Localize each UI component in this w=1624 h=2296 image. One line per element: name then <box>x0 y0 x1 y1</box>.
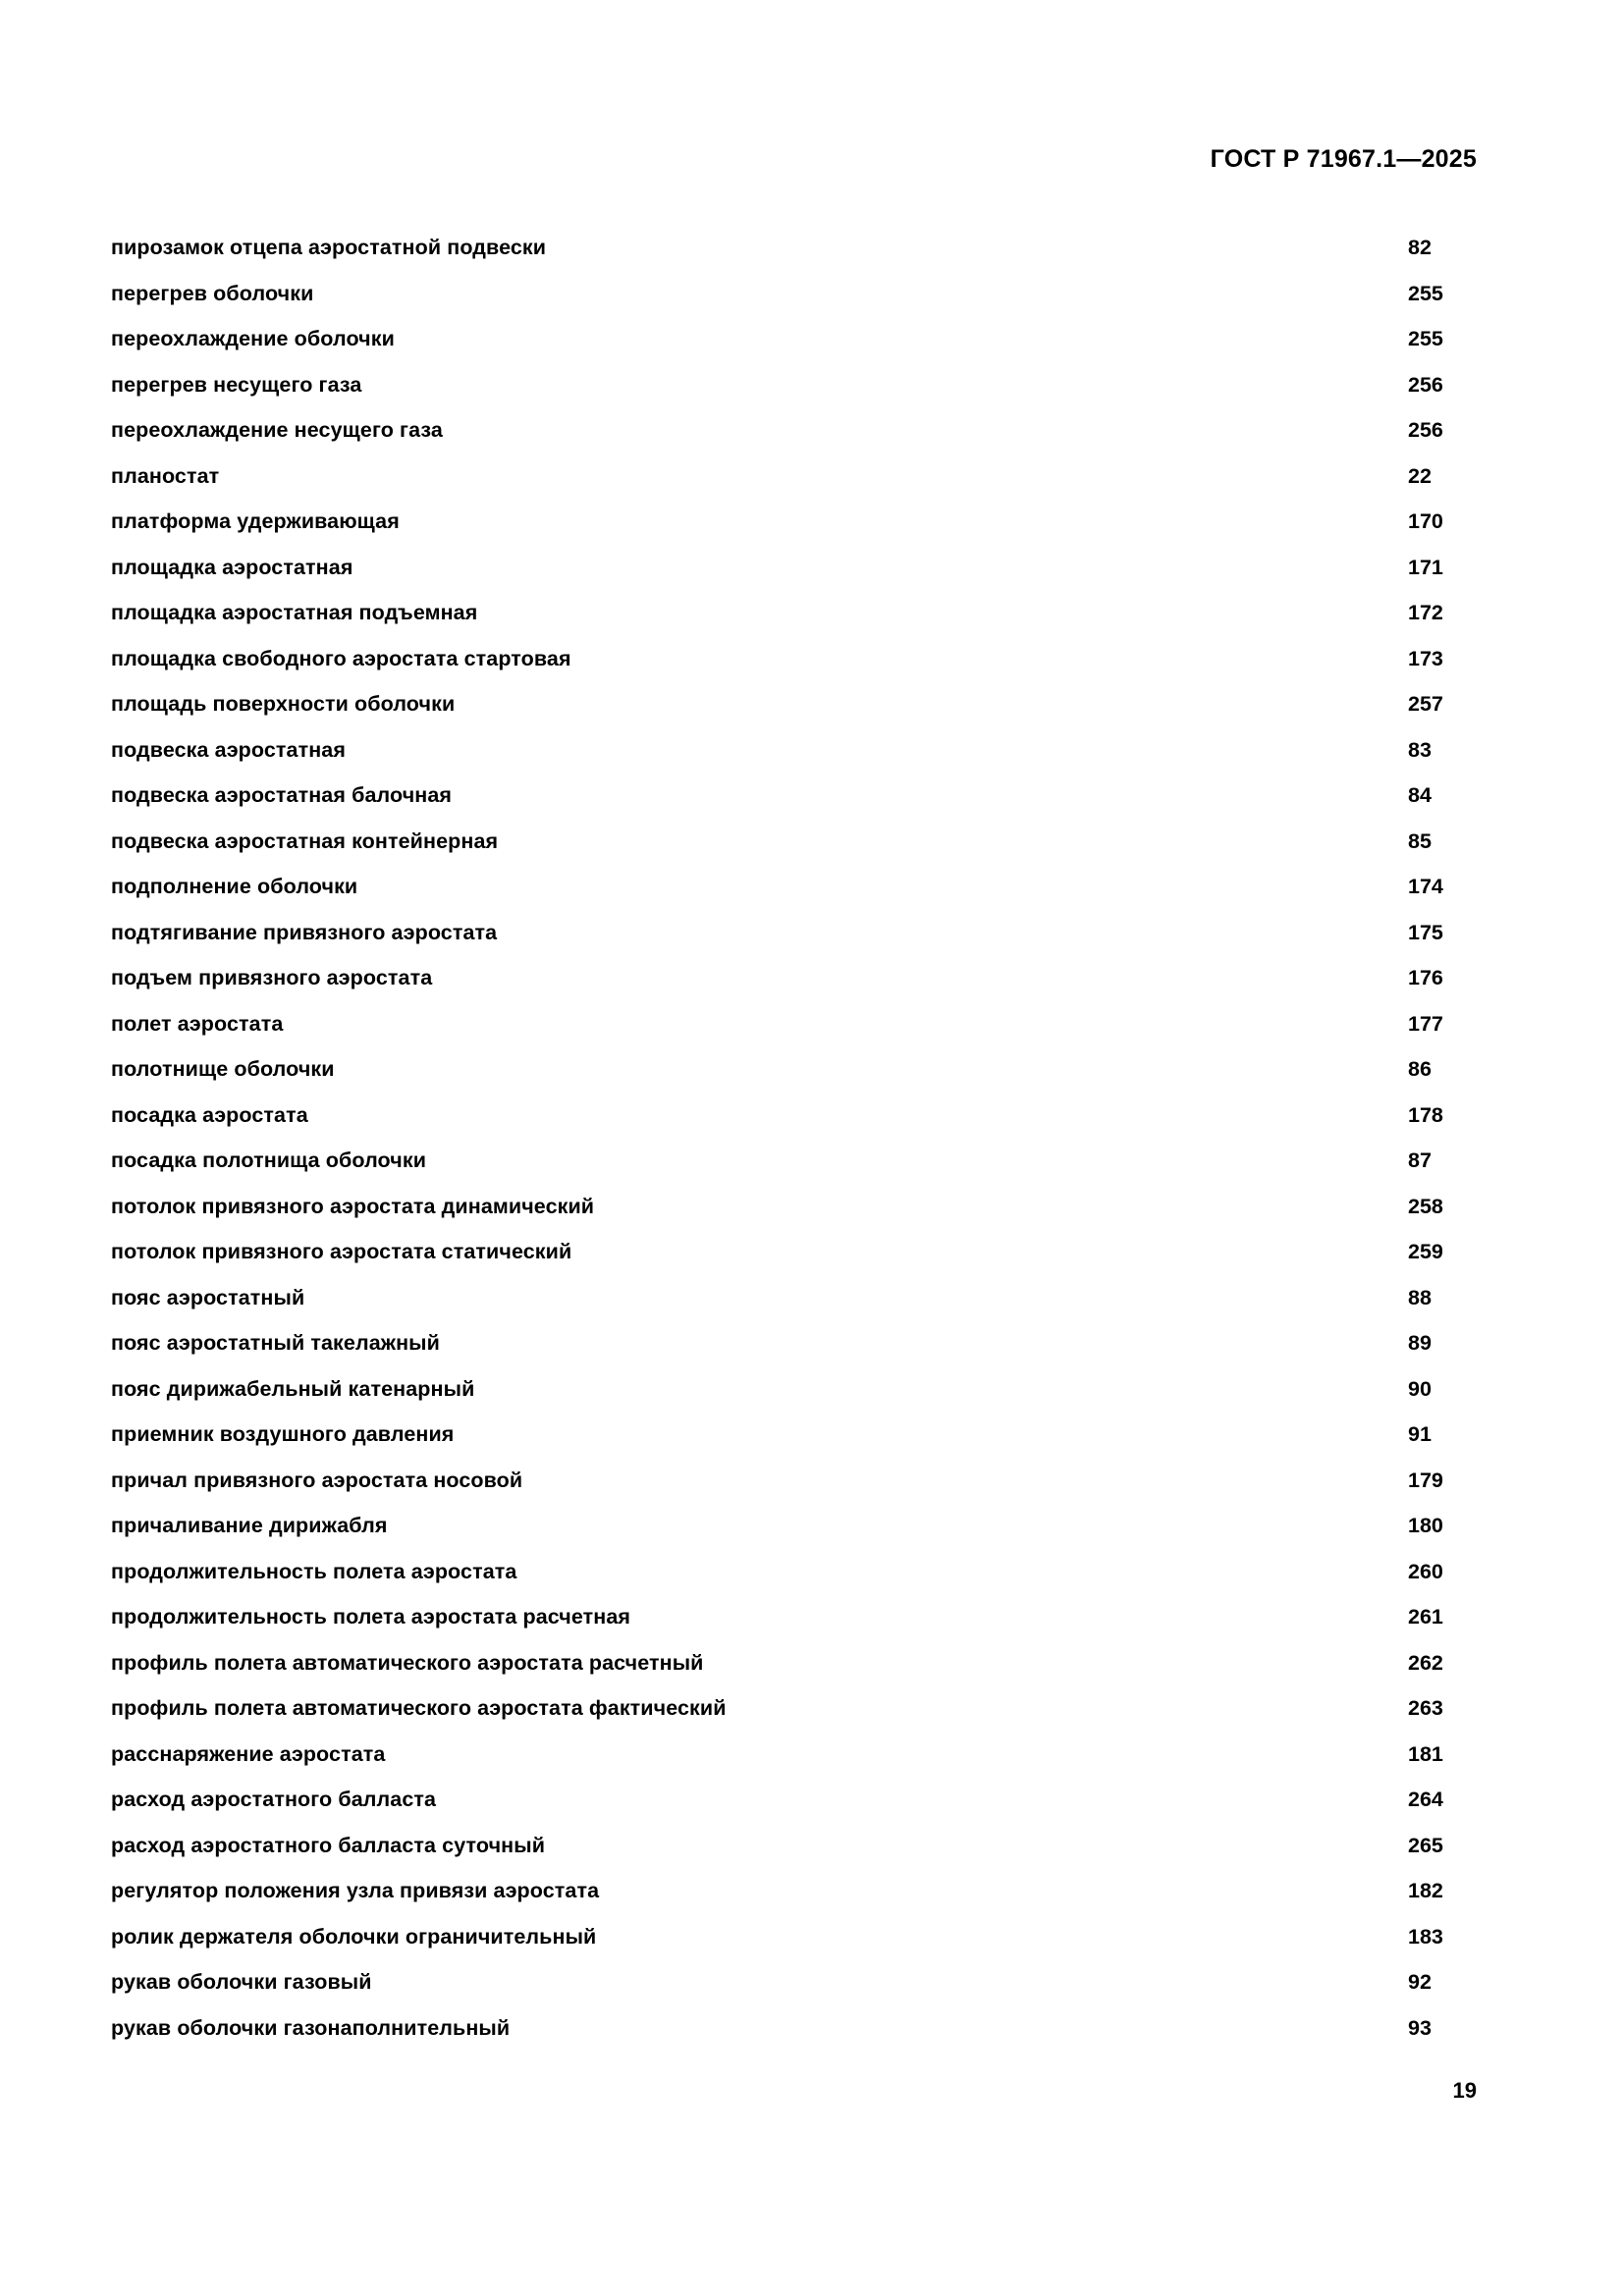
index-entry-page: 172 <box>1408 601 1443 624</box>
index-entry-term: причаливание дирижабля <box>111 1514 388 1537</box>
index-entry-page: 183 <box>1408 1924 1443 1949</box>
index-entry-term: профиль полета автоматического аэростата фактический <box>111 1696 727 1720</box>
index-entry-page: 89 <box>1408 1331 1432 1355</box>
index-entry-row <box>111 1560 1477 1606</box>
index-entry-term: рукав оболочки газонаполнительный <box>111 2015 511 2040</box>
index-entry-row <box>111 738 1477 784</box>
index-entry-term: площадь поверхности оболочки <box>111 692 456 716</box>
index-entry-page: 261 <box>1408 1605 1443 1629</box>
index-entry-page: 170 <box>1408 509 1443 533</box>
index-entry-row <box>111 509 1477 556</box>
index-entry-row <box>111 1286 1477 1332</box>
index-entry-row <box>111 1834 1477 1880</box>
index-entry-term: площадка свободного аэростата стартовая <box>111 646 571 670</box>
index-entry-row <box>111 1925 1477 1971</box>
index-entry-term: площадка аэростатная <box>111 555 353 579</box>
index-entry-page: 173 <box>1408 646 1443 670</box>
index-entry-page: 181 <box>1408 1741 1443 1766</box>
index-entry-term: рукав оболочки газовый <box>111 1970 372 1994</box>
index-entry-term: профиль полета автоматического аэростата расчетный <box>111 1650 704 1675</box>
index-entry-row <box>111 418 1477 464</box>
index-entry-row <box>111 692 1477 738</box>
page-number: 19 <box>1452 2078 1477 2103</box>
index-entry-row <box>111 464 1477 510</box>
index-entry-row <box>111 829 1477 876</box>
index-entry-page: 178 <box>1408 1102 1443 1127</box>
index-entry-row <box>111 1377 1477 1423</box>
index-entry-term: продолжительность полета аэростата <box>111 1559 517 1583</box>
index-entry-page: 22 <box>1408 463 1432 488</box>
index-entry-page: 259 <box>1408 1240 1443 1263</box>
index-entry-term: пояс аэростатный <box>111 1285 305 1309</box>
index-entry-page: 85 <box>1408 828 1432 853</box>
index-entry-row <box>111 1057 1477 1103</box>
index-entry-term: перегрев оболочки <box>111 281 314 305</box>
index-entry-row <box>111 1012 1477 1058</box>
index-entry-row <box>111 1103 1477 1149</box>
index-entry-term: причал привязного аэростата носовой <box>111 1468 523 1492</box>
index-entry-row <box>111 1788 1477 1834</box>
index-entry-row <box>111 966 1477 1012</box>
index-entry-term: пояс дирижабельный катенарный <box>111 1376 475 1401</box>
index-entry-page: 258 <box>1408 1194 1443 1218</box>
index-entry-row <box>111 1970 1477 2016</box>
index-entry-row <box>111 875 1477 921</box>
index-entry-row <box>111 2016 1477 2062</box>
index-entry-page: 83 <box>1408 737 1432 762</box>
index-entry-row <box>111 282 1477 328</box>
index-entry-term: платформа удерживающая <box>111 509 400 533</box>
index-entry-row <box>111 783 1477 829</box>
index-entry-term: пирозамок отцепа аэростатной подвески <box>111 236 547 259</box>
index-entry-page: 257 <box>1408 692 1443 716</box>
index-entry-term: планостат <box>111 463 220 488</box>
index-entry-row <box>111 1331 1477 1377</box>
index-entry-page: 176 <box>1408 966 1443 989</box>
index-entry-row <box>111 373 1477 419</box>
index-entry-page: 174 <box>1408 875 1443 898</box>
index-entry-term: продолжительность полета аэростата расчетная <box>111 1605 631 1629</box>
index-entry-row <box>111 1651 1477 1697</box>
index-entry-page: 88 <box>1408 1285 1432 1309</box>
index-entry-term: подъем привязного аэростата <box>111 966 433 989</box>
index-entry-term: посадка аэростата <box>111 1102 308 1127</box>
index-entry-term: полет аэростата <box>111 1011 284 1036</box>
index-entry-term: приемник воздушного давления <box>111 1422 455 1446</box>
index-entry-page: 264 <box>1408 1788 1443 1811</box>
index-entry-page: 171 <box>1408 555 1443 579</box>
index-entry-page: 256 <box>1408 418 1443 442</box>
index-entry-term: полотнище оболочки <box>111 1057 335 1081</box>
index-entry-term: потолок привязного аэростата статический <box>111 1240 572 1263</box>
index-entry-row <box>111 1195 1477 1241</box>
index-entry-term: посадка полотнища оболочки <box>111 1148 427 1172</box>
index-entry-row <box>111 1879 1477 1925</box>
index-entry-page: 90 <box>1408 1376 1432 1401</box>
index-entry-term: подвеска аэростатная <box>111 737 347 762</box>
index-entry-page: 93 <box>1408 2015 1432 2040</box>
index-entry-term: подтягивание привязного аэростата <box>111 920 498 944</box>
index-entry-term: перегрев несущего газа <box>111 372 362 397</box>
index-entry-page: 87 <box>1408 1148 1432 1172</box>
index-entry-term: площадка аэростатная подъемная <box>111 601 478 624</box>
index-entry-row <box>111 1422 1477 1468</box>
index-entry-row <box>111 601 1477 647</box>
index-entry-row <box>111 556 1477 602</box>
index-entry-term: расснаряжение аэростата <box>111 1741 386 1766</box>
index-entry-term: потолок привязного аэростата динамический <box>111 1194 595 1218</box>
index-entry-page: 180 <box>1408 1514 1443 1537</box>
index-entry-term: подвеска аэростатная балочная <box>111 783 453 807</box>
index-entry-page: 255 <box>1408 327 1443 350</box>
index-entry-page: 260 <box>1408 1559 1443 1583</box>
index-entry-term: пояс аэростатный такелажный <box>111 1331 440 1355</box>
index-entry-row <box>111 1696 1477 1742</box>
index-entry-term: подвеска аэростатная контейнерная <box>111 828 499 853</box>
index-entry-page: 84 <box>1408 783 1432 807</box>
index-entry-page: 175 <box>1408 920 1443 944</box>
index-entry-term: расход аэростатного балласта суточный <box>111 1833 546 1857</box>
index-entry-row <box>111 1468 1477 1515</box>
index-entry-term: переохлаждение оболочки <box>111 327 395 350</box>
index-entry-term: подполнение оболочки <box>111 875 358 898</box>
index-entry-page: 256 <box>1408 372 1443 397</box>
index-entry-row <box>111 236 1477 282</box>
index-entry-row <box>111 1240 1477 1286</box>
index-entry-page: 182 <box>1408 1879 1443 1902</box>
index-entry-term: регулятор положения узла привязи аэростата <box>111 1879 600 1902</box>
alphabetical-index-list <box>111 236 1477 2061</box>
index-entry-page: 265 <box>1408 1833 1443 1857</box>
index-entry-row <box>111 647 1477 693</box>
index-entry-row <box>111 1605 1477 1651</box>
index-entry-row <box>111 921 1477 967</box>
index-entry-term: переохлаждение несущего газа <box>111 418 443 442</box>
index-entry-page: 82 <box>1408 236 1432 259</box>
index-entry-page: 91 <box>1408 1422 1432 1446</box>
index-entry-page: 179 <box>1408 1468 1443 1492</box>
index-entry-page: 86 <box>1408 1057 1432 1081</box>
index-entry-row <box>111 1514 1477 1560</box>
index-entry-term: ролик держателя оболочки ограничительный <box>111 1924 597 1949</box>
index-entry-term: расход аэростатного балласта <box>111 1788 437 1811</box>
index-entry-row <box>111 1742 1477 1789</box>
index-entry-page: 255 <box>1408 281 1443 305</box>
document-standard-code: ГОСТ Р 71967.1—2025 <box>1210 145 1477 173</box>
index-entry-row <box>111 327 1477 373</box>
index-entry-page: 262 <box>1408 1650 1443 1675</box>
index-entry-page: 263 <box>1408 1696 1443 1720</box>
index-entry-row <box>111 1148 1477 1195</box>
index-entry-page: 177 <box>1408 1011 1443 1036</box>
index-entry-page: 92 <box>1408 1970 1432 1994</box>
